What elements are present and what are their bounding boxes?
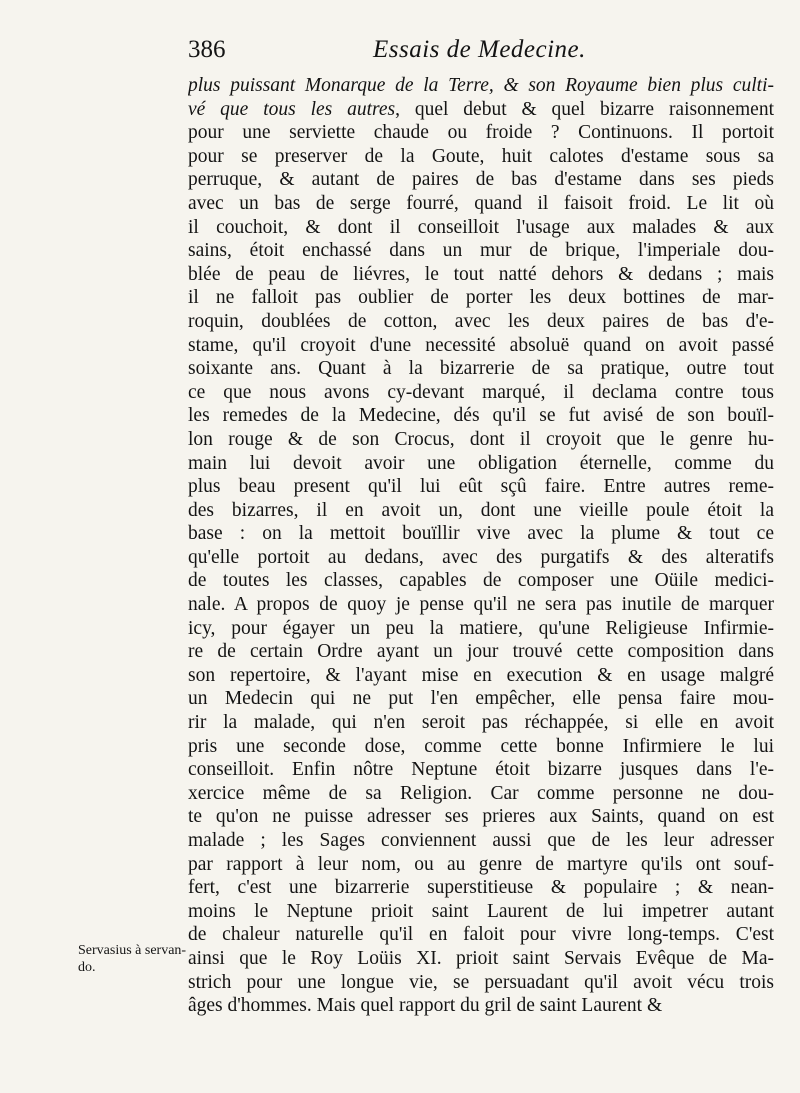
roman-span: te qu'on ne puisse adresser ses prieres aux Saints, quand on est: [188, 806, 774, 828]
text-line: [188, 404, 774, 428]
text-line: [188, 475, 774, 499]
text-line: [188, 286, 774, 310]
roman-span: moins le Neptune prioit saint Laurent de lui impetrer autant: [188, 900, 774, 922]
roman-span: les remedes de la Medecine, dés qu'il se fut avisé de son bouïl-: [188, 405, 774, 427]
roman-span: perruque, & autant de paires de bas d'estame dans ses pieds: [188, 169, 774, 191]
page-header: [188, 36, 778, 70]
text-line: [188, 971, 774, 995]
roman-span: icy, pour égayer un peu la matiere, qu'une Religieuse Infirmie-: [188, 617, 774, 639]
roman-span: âges d'hommes. Mais quel rapport du gril de saint Laurent &: [188, 995, 663, 1017]
text-line: [188, 664, 774, 688]
roman-span: sains, étoit enchassé dans un mur de brique, l'imperiale dou-: [188, 240, 774, 262]
text-line: [188, 452, 774, 476]
roman-span: rir la malade, qui n'en seroit pas réchappée, si elle en avoit: [188, 712, 774, 734]
roman-span: par rapport à leur nom, ou au genre de martyre qu'ils ont souf-: [188, 853, 774, 875]
roman-span: plus beau present qu'il lui eût sçû faire. Entre autres reme-: [188, 476, 774, 498]
roman-span: main lui devoit avoir une obligation éternelle, comme du: [188, 452, 774, 474]
roman-span: de chaleur naturelle qu'il en faloit pour vivre long-temps. C'est: [188, 924, 774, 946]
text-line: [188, 546, 774, 570]
text-line: [188, 74, 774, 98]
roman-span: soixante ans. Quant à la bizarrerie de sa pratique, outre tout: [188, 358, 774, 380]
italic-span: plus puissant Monarque de la Terre, & son Royaume bien plus culti-: [188, 75, 774, 96]
text-line: [188, 145, 774, 169]
margin-note: Servasius à servan-do.: [78, 943, 187, 975]
italic-span: vé que tous les autres: [188, 98, 396, 120]
roman-span: lon rouge & de son Crocus, dont il croyoit que le genre hu-: [188, 428, 774, 450]
text-line: [188, 522, 774, 546]
roman-span: conseilloit. Enfin nôtre Neptune étoit bizarre jusques dans l'e-: [188, 759, 774, 781]
body-text: [188, 74, 774, 1018]
text-line: [188, 168, 774, 192]
roman-span: un Medecin qui ne put l'en empêcher, elle pensa faire mou-: [188, 688, 774, 710]
roman-span: re de certain Ordre ayant un jour trouvé cette composition dans: [188, 641, 774, 663]
text-line: [188, 239, 774, 263]
roman-span: des bizarres, il en avoit un, dont une vieille poule étoit la: [188, 499, 774, 521]
text-line: [188, 735, 774, 759]
text-line: [188, 381, 774, 405]
roman-span: xercice même de sa Religion. Car comme personne ne dou-: [188, 782, 774, 804]
text-line: [188, 687, 774, 711]
text-line: [188, 876, 774, 900]
roman-span: avec un bas de serge fourré, quand il faisoit froid. Le lit où: [188, 192, 774, 214]
text-line: [188, 853, 774, 877]
text-line: [188, 263, 774, 287]
text-line: [188, 98, 774, 122]
roman-span: nale. A propos de quoy je pense qu'il ne sera pas inutile de marquer: [188, 594, 774, 616]
text-line: [188, 569, 774, 593]
text-line: [188, 640, 774, 664]
text-line: [188, 357, 774, 381]
roman-span: , quel debut & quel bizarre raisonnement: [395, 98, 774, 120]
text-line: [188, 805, 774, 829]
roman-span: strich pour une longue vie, se persuadant qu'il avoit vécu trois: [188, 971, 774, 993]
roman-span: blée de peau de liévres, le tout natté dehors & dedans ; mais: [188, 263, 774, 285]
text-line: [188, 121, 774, 145]
roman-span: pour une serviette chaude ou froide ? Continuons. Il portoit: [188, 122, 774, 144]
text-line: [188, 900, 774, 924]
roman-span: malade ; les Sages conviennent aussi que de les leur adresser: [188, 830, 774, 851]
text-line: [188, 758, 774, 782]
text-line: [188, 499, 774, 523]
text-line: [188, 711, 774, 735]
text-line: [188, 923, 774, 947]
text-line: [188, 782, 774, 806]
text-line: [188, 593, 774, 617]
roman-span: fert, c'est une bizarrerie superstitieuse & populaire ; & nean-: [188, 877, 774, 899]
roman-span: son repertoire, & l'ayant mise en execution & en usage malgré: [188, 664, 774, 686]
roman-span: ainsi que le Roy Loüis XI. prioit saint Servais Evêque de Ma-: [188, 947, 774, 969]
roman-span: pour se preserver de la Goute, huit calotes d'estame sous sa: [188, 145, 774, 167]
text-line: [188, 947, 774, 971]
roman-span: de toutes les classes, capables de composer une Oüile medici-: [188, 570, 774, 592]
text-line: [188, 216, 774, 240]
roman-span: roquin, doublées de cotton, avec les deux paires de bas d'e-: [188, 310, 774, 332]
text-line: [188, 617, 774, 641]
text-line: [188, 310, 774, 334]
page-number: 386: [188, 36, 226, 63]
text-line: [188, 192, 774, 216]
running-title: Essais de Medecine.: [373, 36, 586, 63]
roman-span: pris une seconde dose, comme cette bonne Infirmiere le lui: [188, 735, 774, 757]
text-line: [188, 829, 774, 853]
roman-span: il ne falloit pas oublier de porter les deux bottines de mar-: [188, 287, 774, 309]
text-line: [188, 428, 774, 452]
roman-span: base : on la mettoit bouïllir vive avec la plume & tout ce: [188, 523, 774, 545]
roman-span: il couchoit, & dont il conseilloit l'usage aux malades & aux: [188, 216, 774, 238]
text-line: [188, 994, 774, 1018]
roman-span: ce que nous avons cy-devant marqué, il declama contre tous: [188, 381, 774, 403]
roman-span: stame, qu'il croyoit d'une necessité absoluë quand on avoit passé: [188, 334, 774, 356]
text-line: [188, 334, 774, 358]
roman-span: qu'elle portoit au dedans, avec des purgatifs & des alteratifs: [188, 546, 774, 568]
